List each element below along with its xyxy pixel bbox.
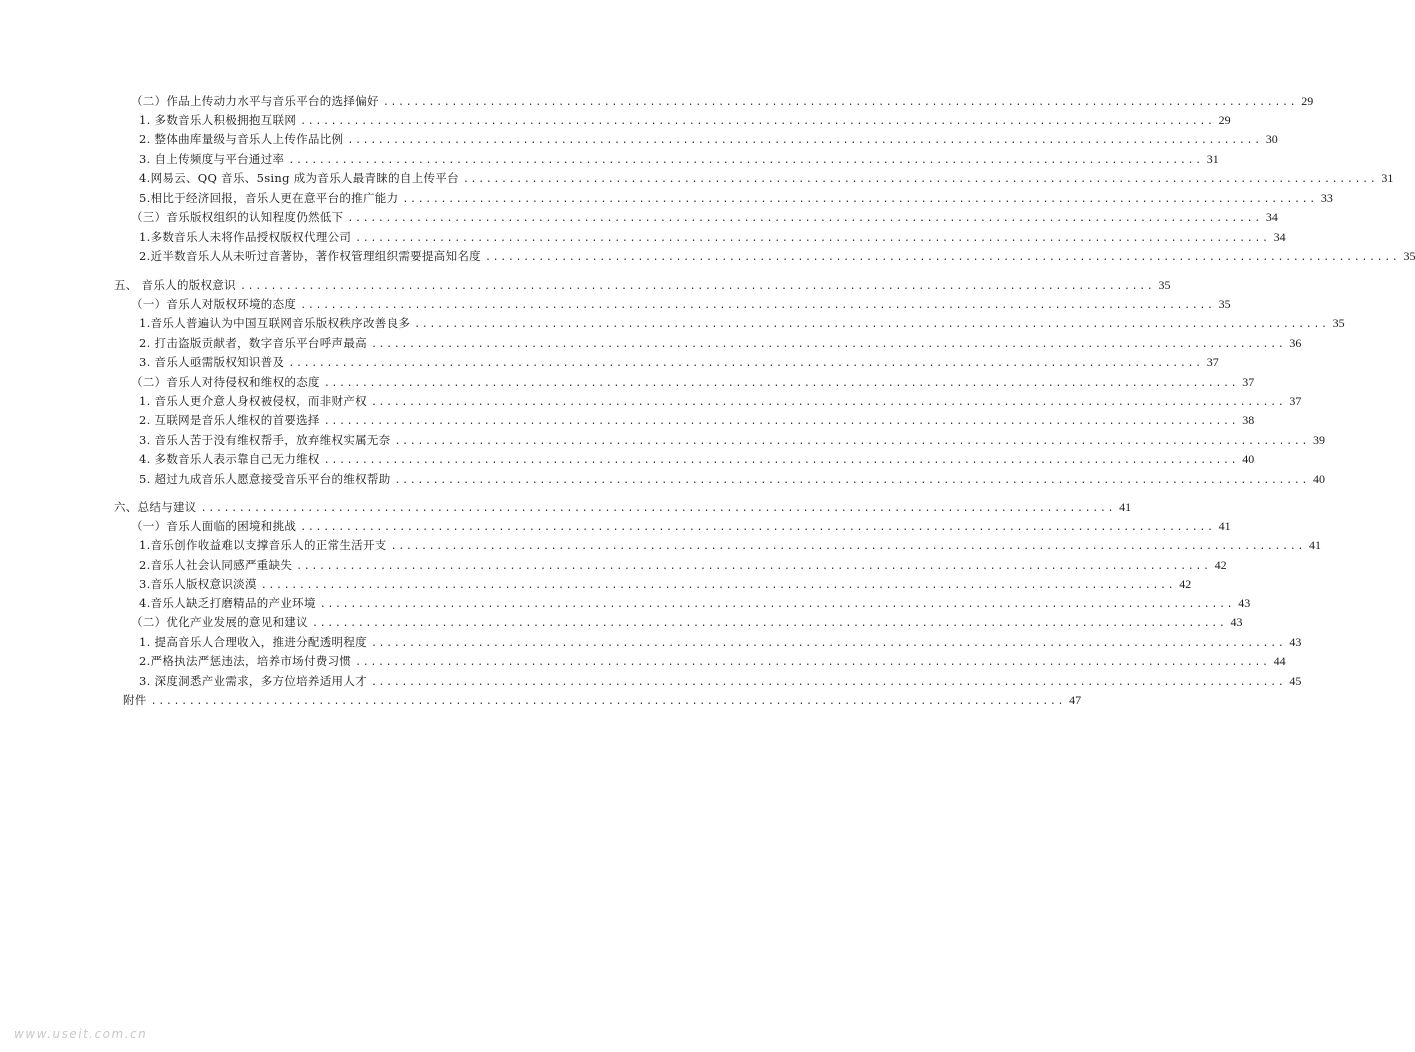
toc-entry[interactable] [139,594,1251,612]
toc-entry[interactable] [139,411,1255,429]
toc-entry-title: 4.音乐人缺乏打磨精品的产业环境 [139,596,316,610]
toc-entry-page: 42 [1179,577,1192,591]
toc-entry-page: 35 [1403,249,1415,263]
watermark-text: www.useit.com.cn [14,1027,148,1041]
leader-dots: ........................................................................................................................ [260,580,1176,591]
toc-entry-page: 39 [1313,433,1325,447]
toc-entry-page: 40 [1242,452,1255,466]
toc-entry[interactable] [114,276,1171,294]
toc-entry[interactable] [131,92,1314,110]
leader-dots: ........................................................................................................................ [200,503,1116,514]
leader-dots: ........................................................................................................................ [390,541,1306,552]
toc-entry[interactable] [139,334,1302,352]
toc-entry[interactable] [139,633,1302,651]
toc-entry-title: 4. 多数音乐人表示靠自己无力维权 [139,452,320,466]
toc-entry-title: （三）音乐版权组织的认知程度仍然低下 [131,210,344,224]
toc-entry[interactable] [139,150,1219,168]
toc-entry-title: （二）优化产业发展的意见和建议 [131,615,308,629]
toc-entry-title: （一）音乐人对版权环境的态度 [131,297,297,311]
toc-entry-title: 1. 多数音乐人积极拥抱互联网 [139,113,297,127]
toc-entry-page: 30 [1265,132,1278,146]
leader-dots: ........................................................................................................................ [347,135,1262,146]
leader-dots: ........................................................................................................................ [323,455,1239,466]
leader-dots: ........................................................................................................................ [414,319,1329,330]
toc-entry-title: 3.音乐人版权意识淡漠 [139,577,257,591]
toc-entry-title: 2. 整体曲库量级与音乐人上传作品比例 [139,132,344,146]
toc-entry-title: 1.多数音乐人未将作品授权版权代理公司 [139,230,352,244]
toc-entry-page: 31 [1206,152,1219,166]
toc-entry[interactable] [139,169,1394,187]
leader-dots: ........................................................................................................................ [347,213,1262,224]
toc-entry-page: 35 [1158,278,1171,292]
leader-dots: ........................................................................................................................ [312,618,1227,629]
toc-entry-title: 1. 音乐人更介意人身权被侵权，而非财产权 [139,394,367,408]
toc-entry-page: 43 [1230,615,1243,629]
leader-dots: ........................................................................................................................ [323,416,1239,427]
toc-entry-page: 41 [1309,538,1322,552]
toc-entry[interactable] [139,470,1325,488]
leader-dots: ........................................................................................................................ [239,281,1155,292]
leader-dots: ........................................................................................................................ [288,155,1203,166]
toc-entry-title: 3. 音乐人亟需版权知识普及 [139,355,285,369]
toc-entry-page: 41 [1119,500,1132,514]
leader-dots: ........................................................................................................................ [355,233,1270,244]
leader-dots: ........................................................................................................................ [319,599,1235,610]
toc-entry[interactable] [131,613,1243,631]
toc-entry-title: 3. 音乐人苦于没有维权帮手，放弃维权实属无奈 [139,433,391,447]
toc-entry-title: 1.音乐人普遍认为中国互联网音乐版权秩序改善良多 [139,316,411,330]
toc-entry[interactable] [131,373,1255,391]
toc-entry[interactable] [139,536,1322,554]
toc-entry[interactable] [114,498,1132,516]
toc-entry[interactable] [131,208,1278,226]
toc-entry-page: 31 [1381,171,1394,185]
toc-entry[interactable] [139,353,1219,371]
toc-entry-page: 40 [1313,472,1325,486]
toc-entry-title: 2. 互联网是音乐人维权的首要选择 [139,413,320,427]
toc-entry-page: 42 [1214,558,1227,572]
toc-entry-title: 2.近半数音乐人从未听过音著协，著作权管理组织需要提高知名度 [139,249,481,263]
toc-entry-title: （二）作品上传动力水平与音乐平台的选择偏好 [131,94,379,108]
leader-dots: ........................................................................................................................ [150,696,1066,707]
leader-dots: ........................................................................................................................ [288,358,1203,369]
toc-entry-page: 43 [1289,635,1302,649]
leader-dots: ........................................................................................................................ [323,378,1239,389]
toc-entry-title: 附件 [123,693,147,707]
toc-entry-page: 45 [1289,674,1302,688]
leader-dots: ........................................................................................................................ [370,339,1286,350]
toc-entry[interactable] [123,691,1082,709]
leader-dots: ........................................................................................................................ [300,300,1215,311]
toc-entry[interactable] [139,556,1227,574]
toc-entry-page: 43 [1238,596,1251,610]
leader-dots: ........................................................................................................................ [484,252,1400,263]
toc-entry-page: 44 [1273,654,1286,668]
toc-entry-title: 1.音乐创作收益难以支撑音乐人的正常生活开支 [139,538,387,552]
toc-entry-page: 29 [1218,113,1231,127]
toc-entry-page: 34 [1273,230,1286,244]
toc-entry-title: 5. 超过九成音乐人愿意接受音乐平台的维权帮助 [139,472,391,486]
toc-entry-title: 4.网易云、QQ 音乐、5sing 成为音乐人最青睐的自上传平台 [139,171,459,185]
leader-dots: ........................................................................................................................ [394,475,1309,486]
toc-entry-title: （二）音乐人对待侵权和维权的态度 [131,375,320,389]
toc-entry[interactable] [139,228,1286,246]
toc-entry-page: 33 [1320,191,1333,205]
leader-dots: ........................................................................................................................ [370,397,1286,408]
toc-entry-title: 3. 自上传频度与平台通过率 [139,152,285,166]
toc-entry-page: 35 [1218,297,1231,311]
toc-entry-title: （一）音乐人面临的困境和挑战 [131,519,297,533]
toc-entry-title: 2.音乐人社会认同感严重缺失 [139,558,293,572]
toc-entry-page: 37 [1242,375,1255,389]
toc-entry[interactable] [139,652,1286,670]
toc-entry[interactable] [139,189,1333,207]
toc-entry-title: 3. 深度洞悉产业需求，多方位培养适用人才 [139,674,367,688]
toc-entry-title: 2.严格执法严惩违法，培养市场付费习惯 [139,654,352,668]
toc-entry-title: 2. 打击盗版贡献者，数字音乐平台呼声最高 [139,336,367,350]
leader-dots: ........................................................................................................................ [382,97,1298,108]
toc-entry[interactable] [139,450,1255,468]
leader-dots: ........................................................................................................................ [300,116,1215,127]
leader-dots: ........................................................................................................................ [402,194,1317,205]
toc-entry-title: 六、总结与建议 [114,500,197,514]
toc-entry-page: 38 [1242,413,1255,427]
leader-dots: ........................................................................................................................ [462,174,1378,185]
toc-entry-page: 34 [1265,210,1278,224]
toc-entry-page: 41 [1218,519,1231,533]
toc-entry-page: 29 [1301,94,1314,108]
leader-dots: ........................................................................................................................ [355,657,1270,668]
leader-dots: ........................................................................................................................ [300,522,1215,533]
leader-dots: ........................................................................................................................ [370,638,1286,649]
toc-entry-title: 1. 提高音乐人合理收入，推进分配透明程度 [139,635,367,649]
toc-entry[interactable] [139,247,1415,265]
toc-entry-page: 37 [1206,355,1219,369]
toc-entry-title: 5.相比于经济回报，音乐人更在意平台的推广能力 [139,191,399,205]
leader-dots: ........................................................................................................................ [370,677,1286,688]
toc-entry-page: 47 [1069,693,1082,707]
leader-dots: ........................................................................................................................ [296,561,1211,572]
toc-entry[interactable] [139,314,1345,332]
toc-entry[interactable] [139,672,1302,690]
leader-dots: ........................................................................................................................ [394,436,1309,447]
toc-entry-page: 35 [1332,316,1345,330]
toc-entry[interactable] [139,431,1325,449]
toc-entry[interactable] [131,517,1231,535]
toc-entry[interactable] [139,392,1302,410]
toc-entry-page: 37 [1289,394,1302,408]
toc-entry-page: 36 [1289,336,1302,350]
toc-entry[interactable] [131,295,1231,313]
toc-entry[interactable] [139,130,1278,148]
toc-entry-title: 五、 音乐人的版权意识 [114,278,236,292]
toc-entry[interactable] [139,111,1231,129]
toc-entry[interactable] [139,575,1192,593]
